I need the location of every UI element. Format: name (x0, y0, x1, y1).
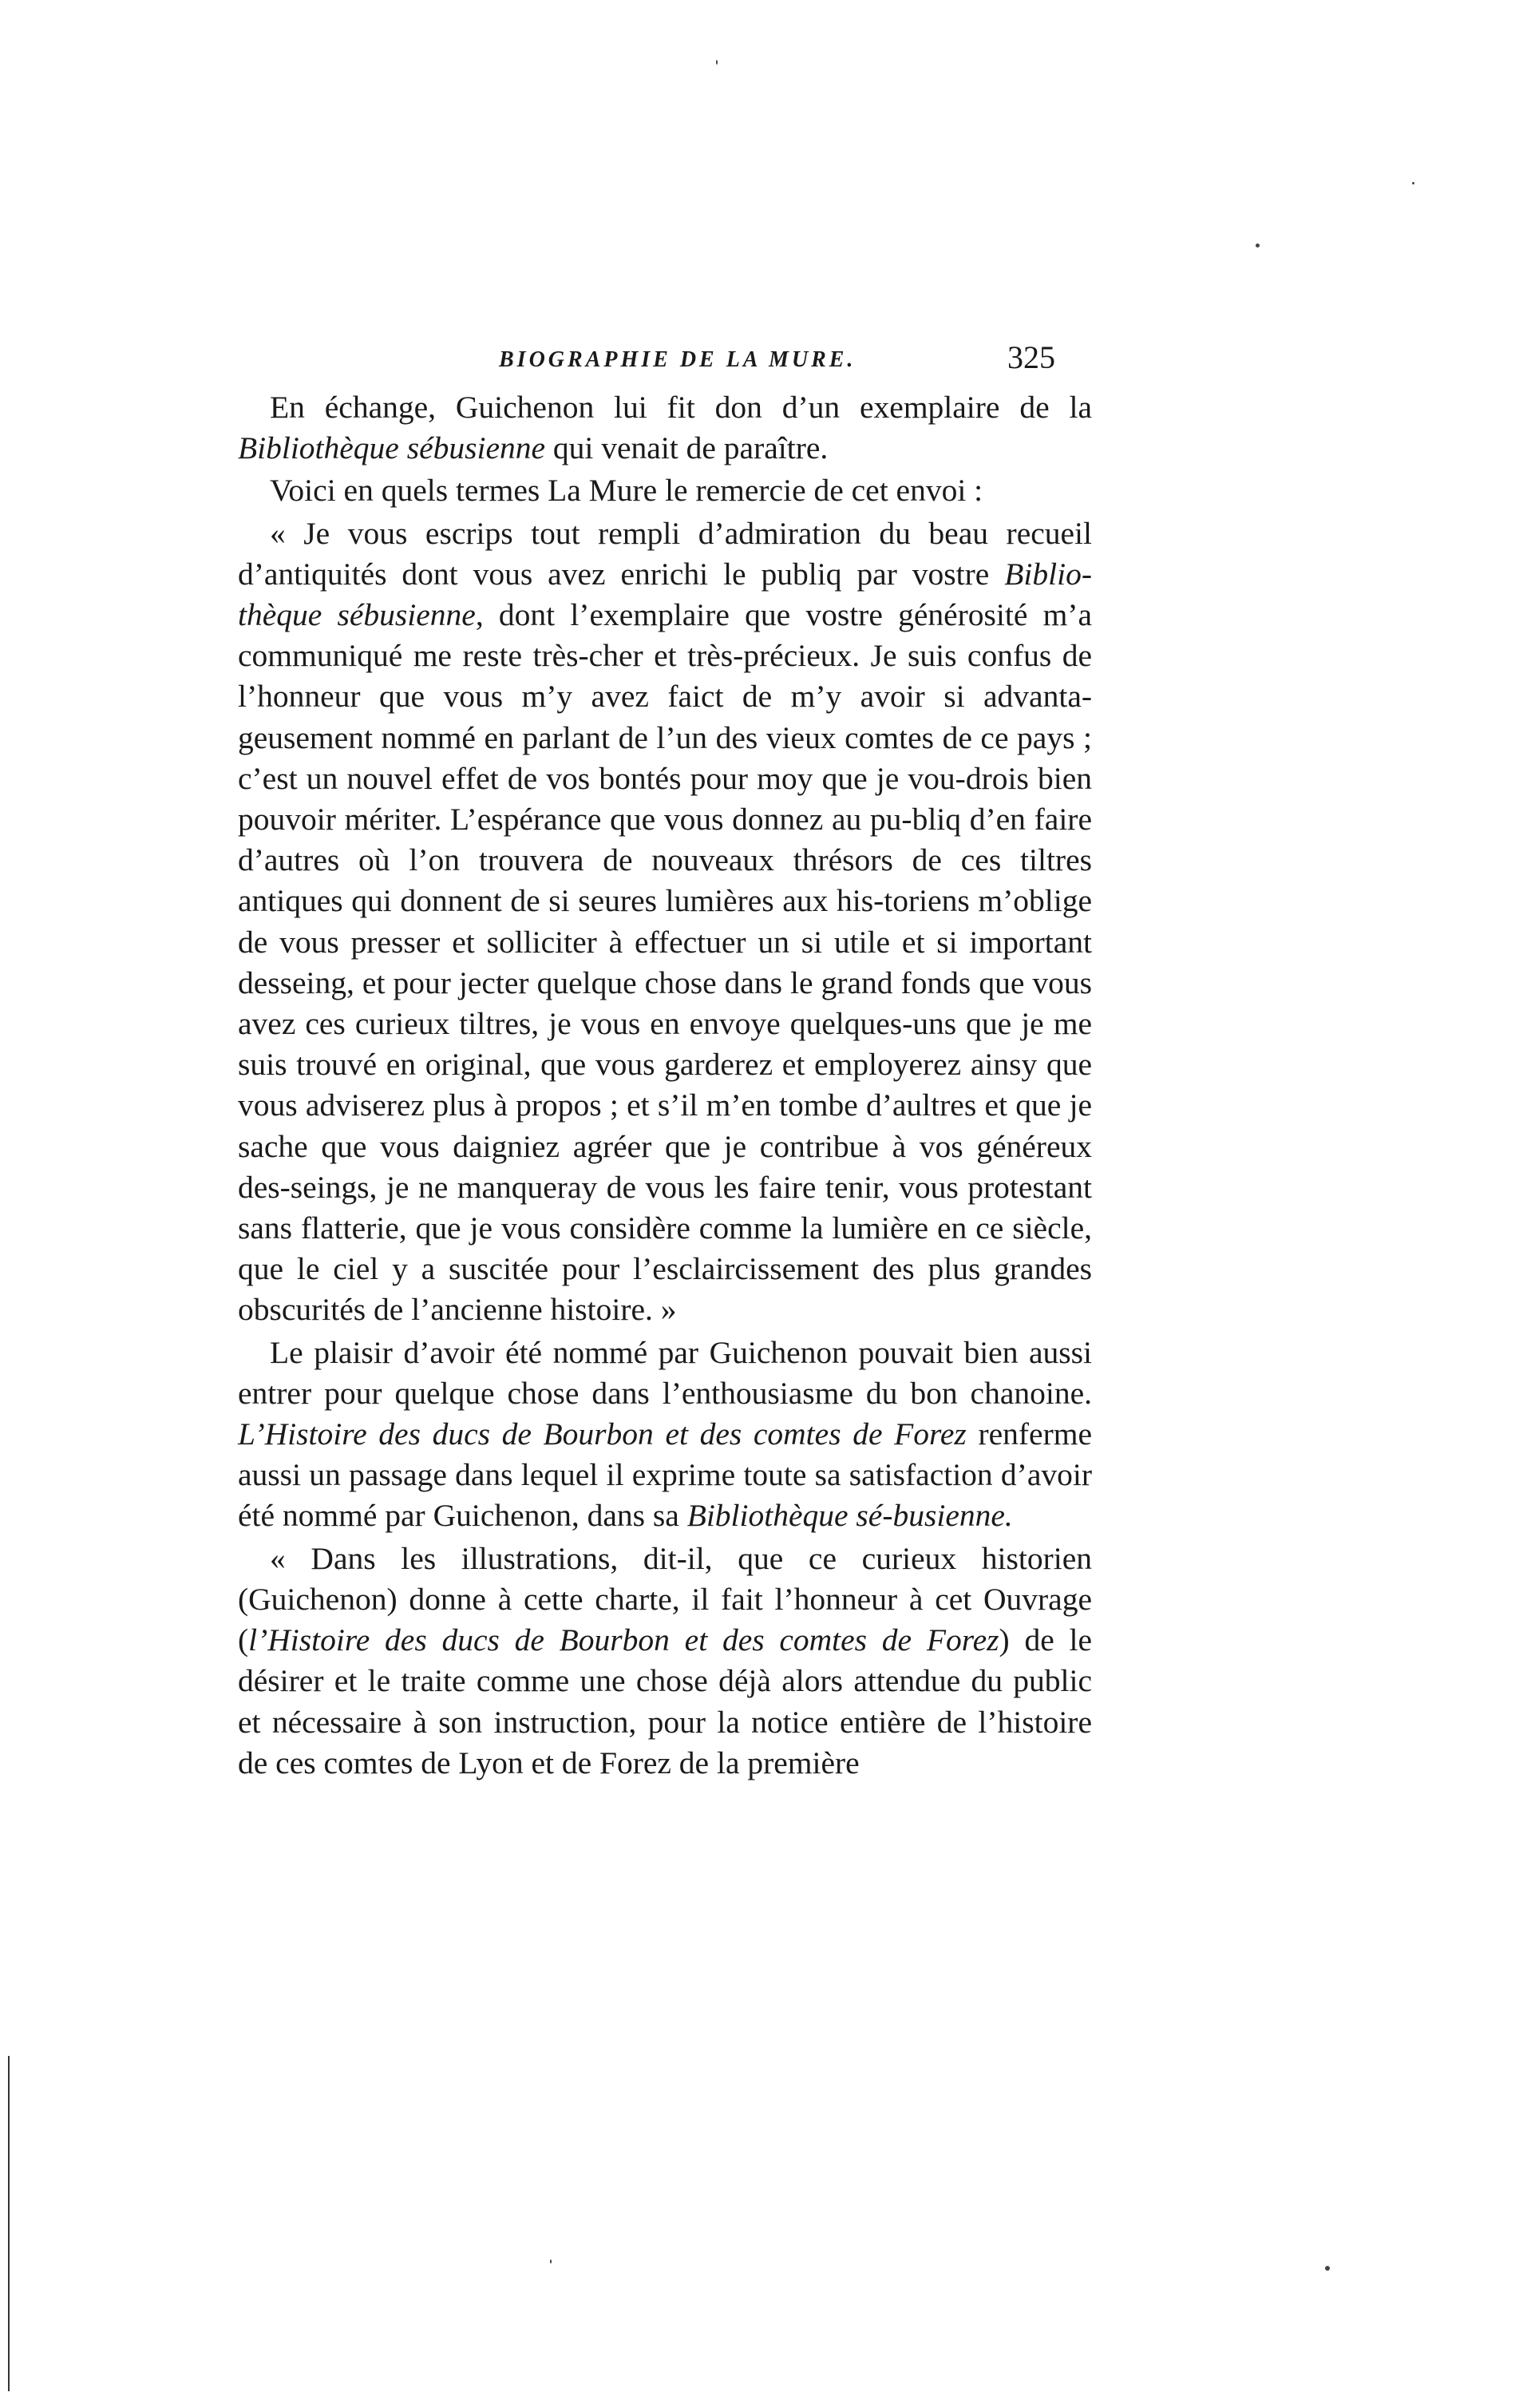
paragraph-2: Voici en quels termes La Mure le remercie de cet envoi : (270, 473, 983, 509)
p1-text-c: qui venait de paraître. (545, 430, 829, 466)
dust-speck (1256, 244, 1260, 248)
p4-text-c: renferme aussi un passage dans lequel il exprime toute sa satisfaction d’avoir été nommé par Guichenon, dans sa (238, 1416, 1092, 1534)
p1-title-italic: Bibliothèque sébusienne (238, 430, 546, 466)
scan-edge-line (8, 2056, 10, 2391)
dust-speck (716, 60, 718, 65)
p4-title-italic: L’Histoire des ducs de Bourbon et des comtes de Forez (238, 1416, 967, 1452)
dust-speck (1325, 2266, 1330, 2271)
body-text (238, 387, 1092, 1784)
p5-text-a: « Dans les illustrations, dit-il, que ce curieux historien (Guichenon) donne à cette charte, il fait l’honneur à cet Ouvrage ( (238, 1540, 1092, 1658)
paragraph-5-quote (238, 1539, 1092, 1784)
dust-speck (1412, 182, 1414, 184)
p5-text-c: ) de le désirer et le traite comme une chose déjà alors attendue du public et nécessaire à son instruction, pour la notice entière de l’histoire de ces comtes de Lyon et de Forez de la première (238, 1622, 1092, 1780)
page-number: 325 (1007, 339, 1055, 375)
p4-title-italic-2: Bibliothèque sé-busienne. (686, 1498, 1013, 1534)
p4-text-a: Le plaisir d’avoir été nommé par Guichenon pouvait bien aussi entrer pour quelque chose dans l’enthousiasme du bon chanoine. (238, 1334, 1092, 1411)
p3-text-c: , dont l’exemplaire que vostre générosité m’a communiqué me reste très-cher et très-précieux. Je suis confus de l’honneur que vous m’y avez faict de m’y avoir si advanta-geusement nommé en parlant de l’un des vieux comtes de ce pays ; c’est un nouvel effet de vos bontés pour moy que je vou-drois bien pouvoir mériter. L’espérance que vous donnez au pu-bliq d’en faire d’autres où l’on trouvera de nouveaux thrésors de ces tiltres antiques qui donnent de si seures lumières aux his-toriens m’oblige de vous presser et solliciter à effectuer un si utile et si important desseing, et pour jecter quelque chose dans le grand fonds que vous avez ces curieux tiltres, je vous en envoye quelques-uns que je me suis trouvé en original, que vous garderez et employerez ainsy que vous adviserez plus à propos ; et s’il m’en tombe d’aultres et que je sache que vous daigniez agréer que je contribue à vos généreux des-seings, je ne manqueray de vous les faire tenir, vous protestant sans flatterie, que je vous considère comme la lumière en ce siècle, que le ciel y a suscitée pour l’esclaircissement des plus grandes obscurités de l’ancienne histoire. » (238, 597, 1092, 1328)
p3-text-a: « Je vous escrips tout rempli d’admiration du beau recueil d’antiquités dont vous avez enrichi le publiq par vostre (238, 515, 1092, 592)
p1-text-a: En échange, Guichenon lui fit don d’un exemplaire de la (270, 390, 1092, 425)
p5-title-italic: l’Histoire des ducs de Bourbon et des comtes de Forez (248, 1622, 999, 1658)
paragraph-3-quote (238, 513, 1092, 1331)
running-title: BIOGRAPHIE DE LA MURE. (499, 347, 856, 372)
paragraph-4 (238, 1333, 1092, 1537)
p3-title-italic: Biblio-thèque sébusienne (238, 556, 1092, 633)
paragraph-1 (238, 387, 1092, 469)
dust-speck (550, 2259, 552, 2263)
